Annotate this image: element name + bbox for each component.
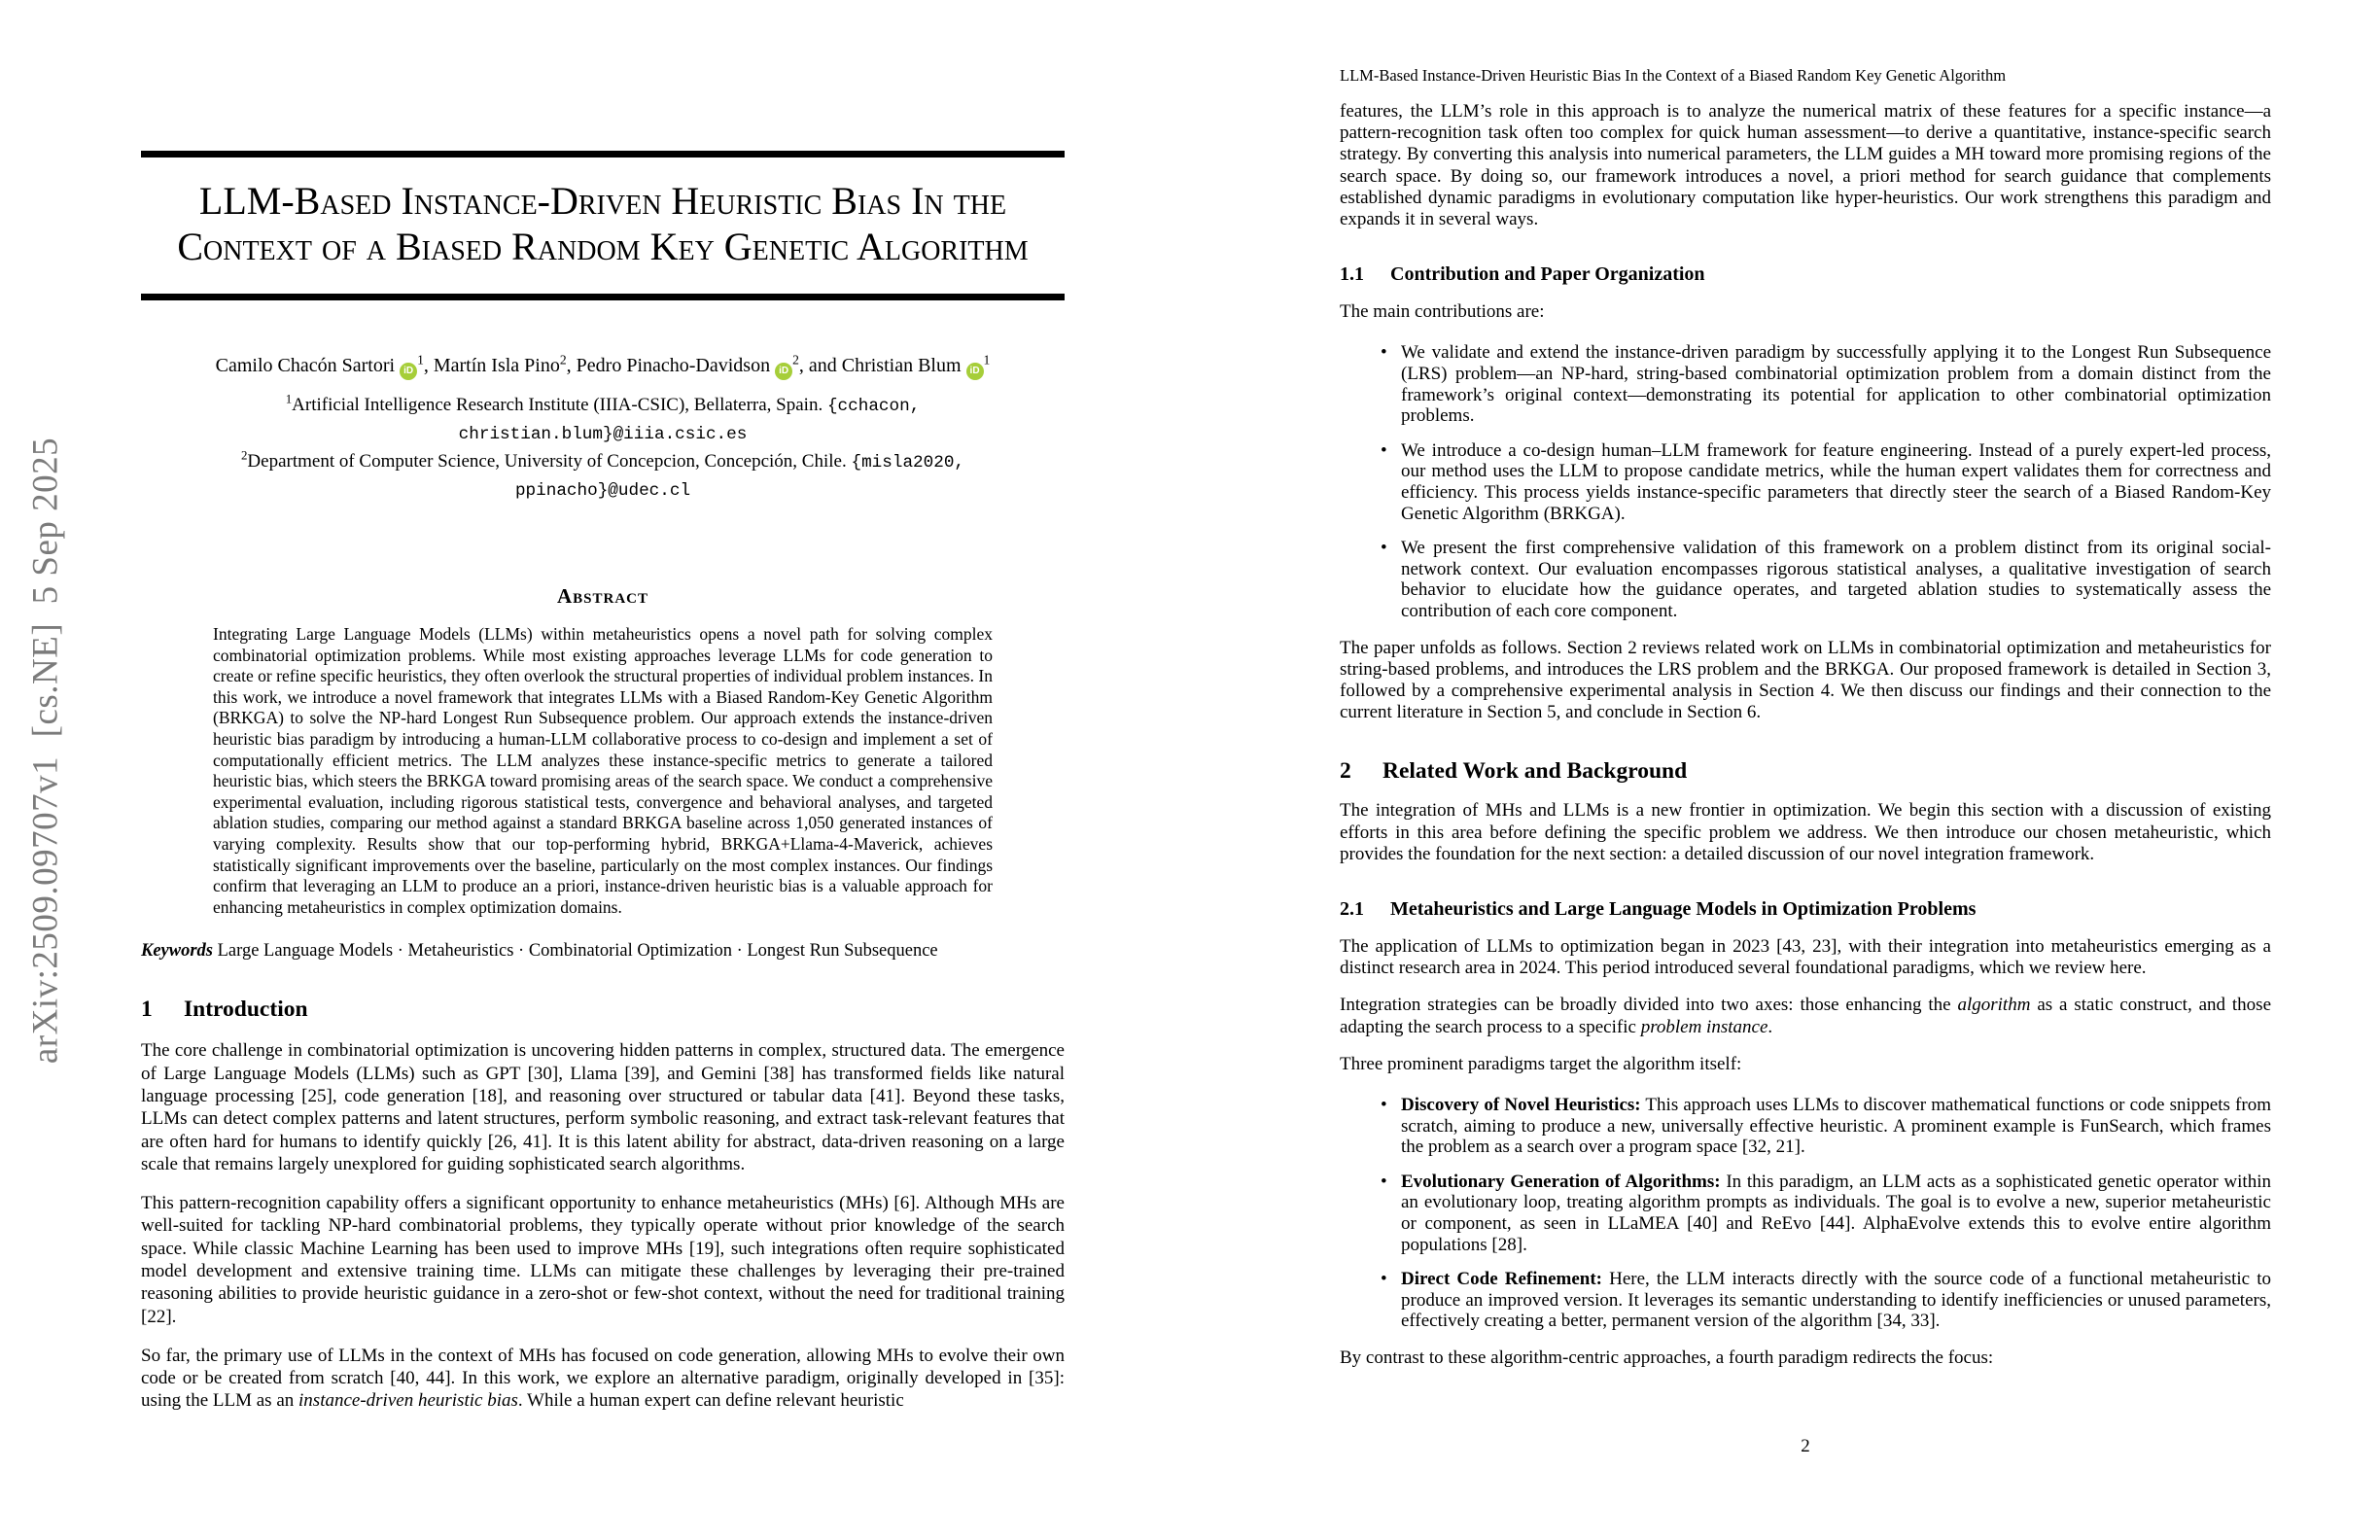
list-item: • Discovery of Novel Heuristics: This approach uses LLMs to discover mathematical functions or code snippets from scratch, aiming to produce a new, universally effective heuristic. A prominent example is FunSearch, which frames the problem as a search over a program space [32, 21]. (1401, 1095, 2271, 1158)
features-paragraph: features, the LLM’s role in this approach is to analyze the numerical matrix of these features for a specific instance—a pattern-recognition task often too complex for quick human assessment—to derive a quantitative, instance-specific search strategy. By converting this analysis into numerical parameters, the LLM guides a MH toward more promising regions of the search space. By doing so, our framework introduces a novel, a priori method for search guidance that complements established dynamic paradigms in evolutionary computation like hyper-heuristics. Our work strengthens this paradigm and expands it in several ways. (1340, 101, 2271, 230)
contributions-intro: The main contributions are: (1340, 301, 1545, 323)
section-number: 1 (141, 997, 153, 1023)
keywords-line: Keywords Large Language Models · Metaheuristics · Combinatorial Optimization · Longest Run Subsequence (141, 941, 938, 962)
title-block (141, 151, 1065, 300)
paper-title (147, 178, 1059, 269)
contribution-list (1340, 342, 2271, 621)
author-list: Camilo Chacón Sartori $iD^1$, Martín Isla Pino$^2$, Pedro Pinacho-Davidson $iD^2$, and Christian Blum $iD^1$ (141, 355, 1065, 380)
section-title: Metaheuristics and Large Language Models in Optimization Problems (1390, 897, 1977, 920)
section-1-1-heading (1340, 263, 2271, 286)
section-2-1-heading (1340, 898, 2271, 921)
intro-paragraph-2: This pattern-recognition capability offers a significant opportunity to enhance metaheuristics (MHs) [6]. Although MHs are well-suited for tackling NP-hard combinatorial problems, they typically operate without prior knowledge of the search space. While classic Machine Learning has been used to improve MHs [19], such integrations often require sophisticated model development and extensive training time. LLMs can mitigate these challenges by leveraging their pre-trained reasoning abilities to provide heuristic guidance in a zero-shot or few-shot context, without the need for traditional training [22]. (141, 1193, 1065, 1327)
affiliation-line: christian.blum}@iiia.csic.es (458, 425, 748, 444)
three-paradigms-paragraph: Three prominent paradigms target the algorithm itself: (1340, 1053, 1742, 1074)
paper-unfolds-paragraph: The paper unfolds as follows. Section 2 reviews related work on LLMs in combinatorial optimization and metaheuristics for string-based problems, and introduces the LRS problem and the BRKGA. Our proposed framework is detailed in Section 3, followed by a comprehensive experimental analysis in Section 4. We then discuss our findings and their connection to the current literature in Section 5, and conclude in Section 6. (1340, 637, 2271, 723)
list-item: • Evolutionary Generation of Algorithms: In this paradigm, an LLM acts as a sophisticated genetic operator within an evolutionary loop, treating algorithm prompts as individuals. The goal is to evolve a new, superior metaheuristic or component, as seen in LLaMEA [40] and ReEvo [44]. AlphaEvolve extends this to evolve entire algorithm populations [28]. (1401, 1172, 2271, 1255)
section-number: 2 (1340, 758, 1351, 785)
arxiv-watermark: arXiv:2509.09707v1 [cs.NE] 5 Sep 2025 (25, 437, 66, 1065)
intro-paragraph-3: So far, the primary use of LLMs in the context of MHs has focused on code generation, allowing MHs to evolve their own code or be created from scratch [40, 44]. In this work, we explore an alternative paradigm, originally developed in [35]: using the LLM as an instance-driven heuristic bias. While a human expert can define relevant heuristic (141, 1345, 1065, 1412)
section-1-heading (141, 997, 1065, 1023)
list-item: • Direct Code Refinement: Here, the LLM interacts directly with the source code of a functional metaheuristic to produce an improved version. It leverages its semantic understanding to identify inefficiencies or unused parameters, effectively creating a better, permanent version of the algorithm [34, 33]. (1401, 1269, 2271, 1332)
axes-paragraph: Integration strategies can be broadly divided into two axes: those enhancing the algorithm as a static construct, and those adapting the search process to a specific problem instance. (1340, 995, 2271, 1037)
affiliation-line: $^2$Department of Computer Science, University of Concepcion, Concepción, Chile. {misla2020, (240, 447, 965, 472)
list-item: • We introduce a co-design human–LLM framework for feature engineering. Instead of a purely expert-led process, our method uses the LLM to propose candidate metrics, while the human expert validates them for correctness and efficiency. This process yields instance-specific parameters that directly steer the search of a Biased Random-Key Genetic Algorithm (BRKGA). (1401, 440, 2271, 524)
section-number: 2.1 (1340, 897, 1364, 920)
abstract-body: Integrating Large Language Models (LLMs) within metaheuristics opens a novel path for solving complex combinatorial optimization problems. While most existing approaches leverage LLMs for code generation to create or refine specific heuristics, they often overlook the structural properties of individual problem instances. In this work, we introduce a novel framework that integrates LLMs with a Biased Random-Key Genetic Algorithm (BRKGA) to solve the NP-hard Longest Run Subsequence problem. Our approach extends the instance-driven heuristic bias paradigm by introducing a human-LLM collaborative process to co-design and implement a set of computationally efficient metrics. The LLM analyzes these instance-specific metrics to generate a tailored heuristic bias, which steers the BRKGA toward promising areas of the search space. We conduct a comprehensive experimental evaluation, including rigorous statistical tests, convergence and behavioral analyses, and targeted ablation studies, comparing our method against a standard BRKGA baseline across 1,050 generated instances of varying complexity. Results show that our top-performing hybrid, BRKGA+Llama-4-Maverick, achieves statistically significant improvements over the baseline, particularly on the most complex instances. Our findings confirm that leveraging an LLM to produce an a priori, instance-driven heuristic bias is a valuable approach for enhancing metaheuristics in complex optimization domains. (213, 624, 993, 917)
abstract-heading: Abstract (556, 584, 649, 608)
section-title: Related Work and Background (1382, 758, 1688, 785)
running-head: LLM-Based Instance-Driven Heuristic Bias In the Context of a Biased Random Key Genetic Algorithm (1340, 66, 2007, 85)
integration-paragraph: The integration of MHs and LLMs is a new frontier in optimization. We begin this section with a discussion of existing efforts in this area before defining the specific problem we address. We then introduce our chosen metaheuristic, which provides the foundation for the next section: a detailed discussion of our novel integration framework. (1340, 800, 2271, 864)
list-item: • We validate and extend the instance-driven paradigm by successfully applying it to the Longest Run Subsequence (LRS) problem—an NP-hard, string-based combinatorial optimization problem from a domain distinct from the framework’s original context—demonstrating its potential for application to other combinatorial optimization problems. (1401, 342, 2271, 426)
paper-title-line1: LLM-Based Instance-Driven Heuristic Bias In the (198, 179, 1007, 223)
orcid-icon: iD (966, 363, 984, 380)
right-page (1340, 0, 2271, 1369)
affiliations (141, 392, 1065, 505)
page-number: 2 (1801, 1436, 1810, 1456)
application-paragraph: The application of LLMs to optimization began in 2023 [43, 23], with their integration into metaheuristics emerging as a distinct research area in 2024. This period introduced several foundational paradigms, which we review here. (1340, 935, 2271, 979)
left-page (141, 0, 1065, 1413)
orcid-icon: iD (400, 363, 417, 380)
affiliation-line: ppinacho}@udec.cl (514, 481, 691, 501)
intro-paragraph-1: The core challenge in combinatorial optimization is uncovering hidden patterns in complex, structured data. The emergence of Large Language Models (LLMs) such as GPT [30], Llama [39], and Gemini [38] has transformed fields like natural language processing [25], code generation [18], and reasoning over structured or tabular data [41]. Beyond these tasks, LLMs can detect complex patterns and latent structures, perform symbolic reasoning, and extract task-relevant features that are often hard for humans to identify quickly [26, 41]. It is this latent ability for abstract, data-driven reasoning on a large scale that remains largely unexplored for guiding sophisticated search algorithms. (141, 1040, 1065, 1174)
section-2-heading (1340, 758, 2271, 785)
orcid-icon: iD (775, 363, 792, 380)
affiliation-line: $^1$Artificial Intelligence Research Institute (IIIA-CSIC), Bellaterra, Spain. {cchacon, (285, 391, 921, 416)
section-title: Contribution and Paper Organization (1390, 263, 1705, 286)
list-item: • We present the first comprehensive validation of this framework on a problem distinct from its original social-network context. Our evaluation encompasses rigorous statistical analyses, a qualitative investigation of search behavior to elucidate how the guidance operates, and targeted ablation studies to systematically assess the contribution of each core component. (1401, 538, 2271, 621)
section-title: Introduction (184, 997, 308, 1023)
paper-title-line2: Context of a Biased Random Key Genetic Algorithm (177, 225, 1029, 268)
section-number: 1.1 (1340, 263, 1364, 286)
by-contrast-paragraph: By contrast to these algorithm-centric approaches, a fourth paradigm redirects the focus: (1340, 1347, 1994, 1368)
paradigm-list (1340, 1095, 2271, 1332)
